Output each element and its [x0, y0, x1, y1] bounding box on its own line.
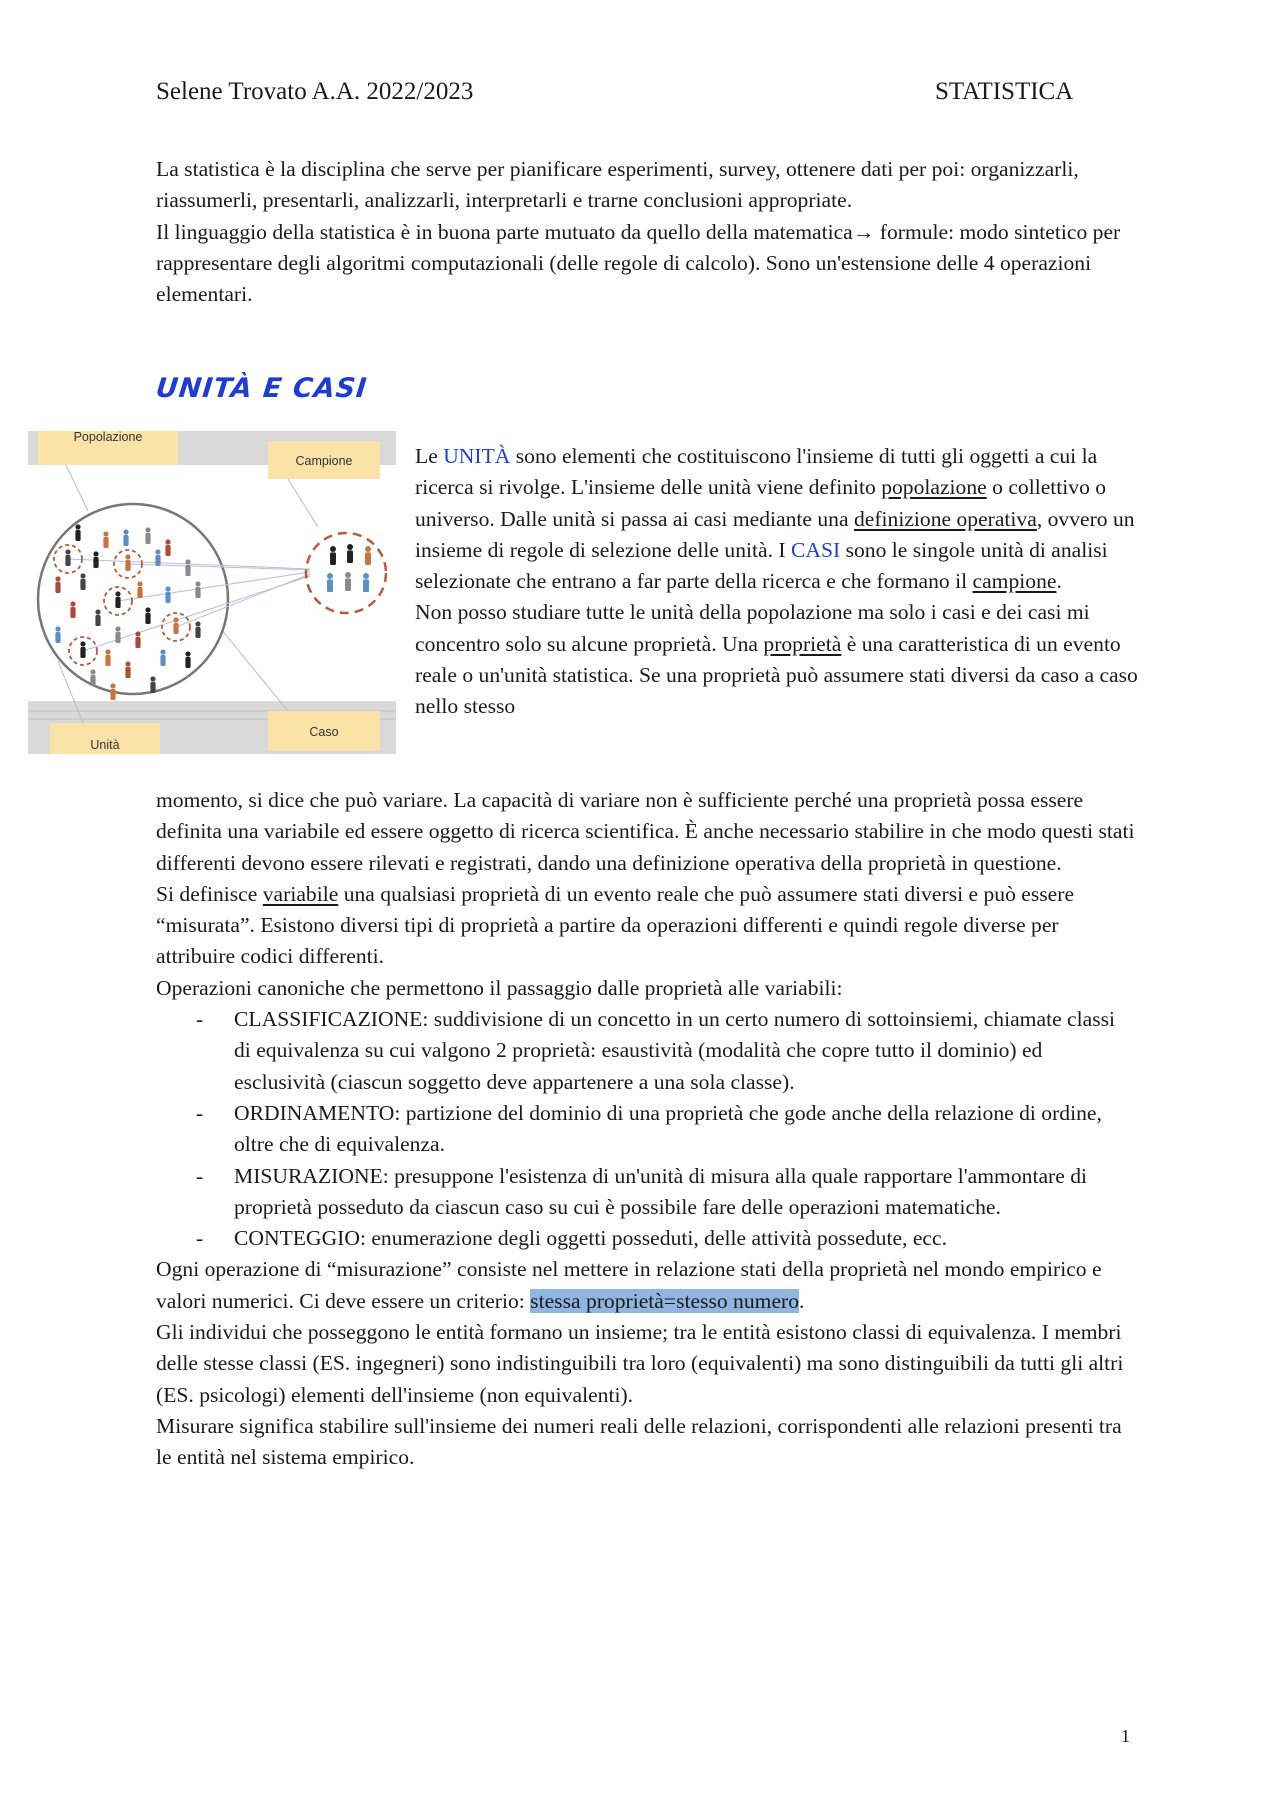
intro-paragraph-1: La statistica è la disciplina che serve per pianificare esperimenti, survey, ottenere dati per poi: organizzarli, riassumerli, presentarli, analizzarli, interpretarli e trarne conclusioni appropriate. [156, 157, 1079, 213]
term-casi: CASI [790, 537, 841, 562]
list-item: - ORDINAMENTO: partizione del dominio di una proprietà che gode anche della relazione di ordine, oltre che di equivalenza. [156, 1098, 1136, 1161]
list-item: - MISURAZIONE: presuppone l'esistenza di un'unità di misura alla quale rapportare l'ammontare di proprietà posseduto da ciascun caso su cui è possibile fare delle operazioni matematiche. [156, 1161, 1136, 1224]
header-subject: STATISTICA [935, 78, 1074, 105]
term-campione: campione [972, 569, 1057, 594]
highlighted-criterion: stessa proprietà=stesso numero [530, 1288, 800, 1313]
person-icon [93, 551, 98, 568]
units-cases-text [415, 441, 1140, 723]
term-popolazione: popolazione [881, 475, 987, 500]
label-campione: Campione [295, 454, 353, 468]
units-paragraph: Le UNITÀ sono elementi che costituiscono l'insieme di tutti gli oggetti a cui la ricerca si rivolge. L'insieme delle unità viene definito popolazione o collettivo o universo. Dalle unità si passa ai casi mediante una definizione operativa, ovvero un insieme di regole di selezione delle unità. I CASI sono le singole unità di analisi selezionate che entrano a far parte della ricerca e che formano il campione. [415, 444, 1135, 594]
person-icon [95, 609, 100, 626]
person-icon [125, 554, 130, 571]
variable-paragraph: Si definisce variabile una qualsiasi proprietà di un evento reale che può assumere stati diversi e può essere “misurata”. Esistono diversi tipi di proprietà a partire da operazioni differenti e quindi regole diverse per attribuire codici differenti. [156, 881, 1075, 969]
term-definizione-operativa: definizione operativa [853, 506, 1037, 531]
person-icon [195, 581, 200, 598]
person-icon [55, 576, 60, 593]
measure-definition-paragraph: Misurare significa stabilire sull'insieme dei numeri reali delle relazioni, corrispondenti alle relazioni presenti tra le entità nel sistema empirico. [156, 1413, 1122, 1470]
person-icon [70, 601, 75, 618]
person-icon [363, 573, 369, 592]
measurement-paragraph: Ogni operazione di “misurazione” consiste nel mettere in relazione stati della proprietà nel mondo empirico e valori numerici. Ci deve essere un criterio: stessa proprietà=stesso numero. [156, 1257, 1102, 1313]
list-item: - CONTEGGIO: enumerazione degli oggetti posseduti, delle attività possedute, ecc. [156, 1223, 1136, 1254]
label-popolazione: Popolazione [73, 431, 143, 444]
label-unita: Unità [90, 738, 120, 752]
variation-paragraph: momento, si dice che può variare. La capacità di variare non è sufficiente perché una proprietà possa essere definita una variabile ed essere oggetto di ricerca scientifica. È anche necessario stabilire in che modo questi stati differenti devono essere rilevati e registrati, dando una definizione operativa della proprietà in questione. [156, 788, 1135, 875]
person-icon [165, 586, 170, 603]
person-icon [347, 544, 353, 563]
person-icon [185, 651, 190, 668]
person-icon [160, 649, 165, 666]
person-icon [75, 524, 80, 541]
term-variabile: variabile [262, 881, 339, 906]
person-icon [150, 676, 155, 693]
person-icon [115, 591, 120, 608]
person-icon [155, 549, 160, 566]
person-icon [365, 546, 371, 565]
population-sample-figure [28, 431, 396, 754]
person-icon [123, 529, 128, 546]
person-icon [90, 669, 95, 686]
person-icon [80, 573, 85, 590]
term-unita: UNITÀ [443, 444, 511, 468]
main-text [156, 785, 1136, 1474]
person-icon [110, 683, 115, 700]
person-icon [145, 607, 150, 624]
label-caso: Caso [309, 725, 339, 739]
operations-list [156, 1004, 1136, 1254]
header-author: Selene Trovato A.A. 2022/2023 [156, 78, 474, 105]
person-icon [137, 581, 142, 598]
property-paragraph: Non posso studiare tutte le unità della popolazione ma solo i casi e dei casi mi concentro solo su alcune proprietà. Una proprietà è una caratteristica di un evento reale o un'unità statistica. Se una proprietà può assumere stati diversi da caso a caso nello stesso [415, 600, 1138, 719]
person-icon [330, 546, 336, 565]
page-number: 1 [1121, 1726, 1130, 1746]
person-icon [105, 649, 110, 666]
intro-paragraph-2: Il linguaggio della statistica è in buona parte mutuato da quello della matematica→ formule: modo sintetico per rappresentare degli algoritmi computazionali (delle regole di calcolo). Sono un'estensione delle 4 operazioni elementari. [156, 219, 1121, 307]
person-icon [185, 559, 190, 576]
list-item: - CLASSIFICAZIONE: suddivisione di un concetto in un certo numero di sottoinsiemi, chiamate classi di equivalenza su cui valgono 2 proprietà: esaustività (modalità che copre tutto il dominio) ed esclusività (ciascun soggetto deve appartenere a una sola classe). [156, 1004, 1136, 1098]
section-title: UNITÀ E CASI [154, 373, 369, 404]
person-icon [65, 549, 70, 566]
person-icon [115, 626, 120, 643]
operations-intro: Operazioni canoniche che permettono il passaggio dalle proprietà alle variabili: [156, 975, 843, 1000]
person-icon [125, 661, 130, 678]
person-icon [345, 572, 351, 591]
person-icon [80, 641, 85, 658]
person-icon [103, 531, 108, 548]
classes-paragraph: Gli individui che posseggono le entità formano un insieme; tra le entità esistono classi di equivalenza. I membri delle stesse classi (ES. ingegneri) sono indistinguibili tra loro (equivalenti) ma sono distinguibili da tutti gli altri (ES. psicologi) elementi dell'insieme (non equivalenti). [156, 1320, 1124, 1407]
person-icon [165, 539, 170, 556]
person-icon [55, 626, 60, 643]
person-icon [135, 631, 140, 648]
person-icon [145, 527, 150, 544]
person-icon [327, 573, 333, 592]
term-proprieta: proprietà [763, 631, 842, 656]
intro-text [156, 154, 1136, 310]
person-icon [195, 621, 200, 638]
person-icon [173, 617, 178, 634]
